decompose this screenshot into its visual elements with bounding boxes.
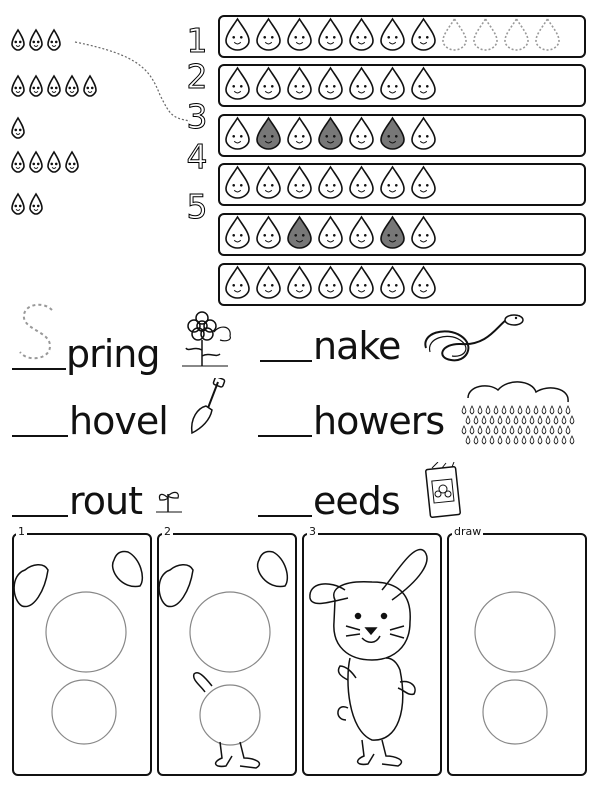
water-drop-icon (286, 116, 313, 155)
raindrop-icon (534, 426, 538, 434)
raindrop-icon (466, 416, 470, 424)
raindrop-icon (522, 436, 526, 444)
raindrop-icon (558, 426, 562, 434)
raindrop-icon (550, 426, 554, 434)
dashed-drop-icon[interactable] (534, 17, 561, 56)
raindrop-icon (526, 406, 530, 414)
raindrop-icon (462, 406, 466, 414)
raindrop-icon (510, 426, 514, 434)
water-drop-icon (255, 66, 282, 105)
raindrop-icon (538, 416, 542, 424)
water-drop-icon (410, 165, 437, 204)
raindrop-icon (462, 426, 466, 434)
water-drop-icon (410, 17, 437, 56)
trace-letter-s (12, 300, 72, 370)
raindrop-icon (486, 426, 490, 434)
water-drop-icon (317, 66, 344, 105)
raindrop-icon (522, 416, 526, 424)
drop-row (218, 163, 586, 206)
raindrop-icon (482, 436, 486, 444)
number-5: 5 (186, 187, 208, 226)
raindrop-icon (554, 416, 558, 424)
water-drop-icon (255, 116, 282, 155)
raindrop-icon (478, 406, 482, 414)
dashed-drop-icon[interactable] (472, 17, 499, 56)
water-drop-icon (317, 116, 344, 155)
drop-row (218, 15, 586, 58)
raindrop-icon (494, 426, 498, 434)
raindrop-icon (514, 416, 518, 424)
dashed-drop-icon[interactable] (441, 17, 468, 56)
raindrop-icon (470, 426, 474, 434)
bunny-step-1 (14, 551, 142, 744)
raindrop-icon (498, 436, 502, 444)
raindrop-icon (510, 406, 514, 414)
water-drop-icon (224, 215, 251, 254)
water-drop-icon (255, 265, 282, 304)
raindrop-icon (470, 406, 474, 414)
raindrop-icon (566, 426, 570, 434)
drop-row (218, 213, 586, 256)
water-drop-icon (255, 17, 282, 56)
raindrop-icon (466, 436, 470, 444)
shovel-icon (184, 378, 226, 438)
raindrop-icon (562, 416, 566, 424)
water-drop-icon (317, 17, 344, 56)
sprout-icon (154, 480, 184, 514)
blank-shovel[interactable] (12, 435, 68, 437)
word-shovel: hovel (69, 399, 168, 443)
water-drop-icon (317, 165, 344, 204)
word-snake: nake (313, 324, 401, 368)
raindrop-icon (530, 416, 534, 424)
raindrop-icon (506, 416, 510, 424)
raindrop-icon (502, 426, 506, 434)
blank-spring[interactable] (12, 368, 66, 370)
drop-row (218, 64, 586, 107)
bunny-step-2 (159, 551, 287, 768)
raindrop-icon (474, 416, 478, 424)
raindrop-icon (546, 436, 550, 444)
raindrop-icon (490, 436, 494, 444)
water-drop-icon (255, 165, 282, 204)
water-drop-icon (410, 215, 437, 254)
water-drop-icon (379, 215, 406, 254)
water-drop-icon (379, 165, 406, 204)
water-drop-icon (317, 215, 344, 254)
water-drop-icon (410, 116, 437, 155)
water-drop-icon (224, 17, 251, 56)
seed-packet-icon (424, 462, 464, 520)
raindrop-icon (570, 436, 574, 444)
raindrop-icon (550, 406, 554, 414)
raindrop-icon (518, 426, 522, 434)
rain-cloud-icon (458, 378, 582, 448)
water-drop-icon (348, 66, 375, 105)
water-drop-icon (379, 17, 406, 56)
bunny-step-3 (310, 550, 427, 766)
water-drop-icon (224, 66, 251, 105)
water-drop-icon (410, 66, 437, 105)
word-seeds: eeds (313, 479, 400, 523)
blank-sprout[interactable] (12, 515, 68, 517)
raindrop-icon (518, 406, 522, 414)
water-drop-icon (224, 265, 251, 304)
raindrop-icon (534, 406, 538, 414)
water-drop-icon (348, 265, 375, 304)
raindrop-icon (494, 406, 498, 414)
drop-row (218, 114, 586, 157)
raindrop-icon (542, 426, 546, 434)
blank-showers[interactable] (258, 435, 312, 437)
water-drop-icon (379, 116, 406, 155)
word-spring: pring (66, 332, 160, 376)
raindrop-icon (558, 406, 562, 414)
raindrop-icon (502, 406, 506, 414)
dashed-drop-icon[interactable] (503, 17, 530, 56)
raindrop-icon (530, 436, 534, 444)
raindrop-icon (478, 426, 482, 434)
number-4: 4 (186, 137, 208, 176)
water-drop-icon (317, 265, 344, 304)
raindrop-icon (482, 416, 486, 424)
number-3: 3 (186, 97, 208, 136)
water-drop-icon (379, 66, 406, 105)
raindrop-icon (546, 416, 550, 424)
panel-label-draw: draw (454, 525, 482, 538)
raindrop-icon (498, 416, 502, 424)
number-1: 1 (186, 21, 208, 60)
water-drop-icon (348, 17, 375, 56)
bunny-step-draw (475, 592, 555, 744)
blank-seeds[interactable] (258, 515, 312, 517)
raindrop-icon (514, 436, 518, 444)
flower-icon (174, 308, 234, 373)
blank-snake[interactable] (260, 360, 312, 362)
water-drop-icon (348, 165, 375, 204)
raindrop-icon (490, 416, 494, 424)
raindrop-icon (486, 406, 490, 414)
water-drop-icon (255, 215, 282, 254)
water-drop-icon (379, 265, 406, 304)
water-drop-icon (348, 116, 375, 155)
raindrop-icon (554, 436, 558, 444)
raindrop-icon (506, 436, 510, 444)
water-drop-icon (224, 165, 251, 204)
water-drop-icon (348, 215, 375, 254)
panel-label-3: 3 (309, 525, 316, 538)
raindrop-icon (526, 426, 530, 434)
water-drop-icon (286, 215, 313, 254)
panel-label-2: 2 (164, 525, 171, 538)
number-2: 2 (186, 57, 208, 96)
raindrop-icon (566, 406, 570, 414)
water-drop-icon (286, 17, 313, 56)
water-drop-icon (286, 165, 313, 204)
bunny-steps (0, 530, 600, 780)
water-drop-icon (224, 116, 251, 155)
snake-icon (416, 308, 528, 368)
raindrop-icon (570, 416, 574, 424)
word-sprout: rout (69, 479, 143, 523)
drop-row (218, 263, 586, 306)
word-showers: howers (313, 399, 445, 443)
water-drop-icon (286, 265, 313, 304)
raindrop-icon (474, 436, 478, 444)
water-drop-icon (410, 265, 437, 304)
raindrop-icon (562, 436, 566, 444)
raindrop-icon (538, 436, 542, 444)
raindrop-icon (542, 406, 546, 414)
water-drop-icon (286, 66, 313, 105)
panel-label-1: 1 (18, 525, 25, 538)
